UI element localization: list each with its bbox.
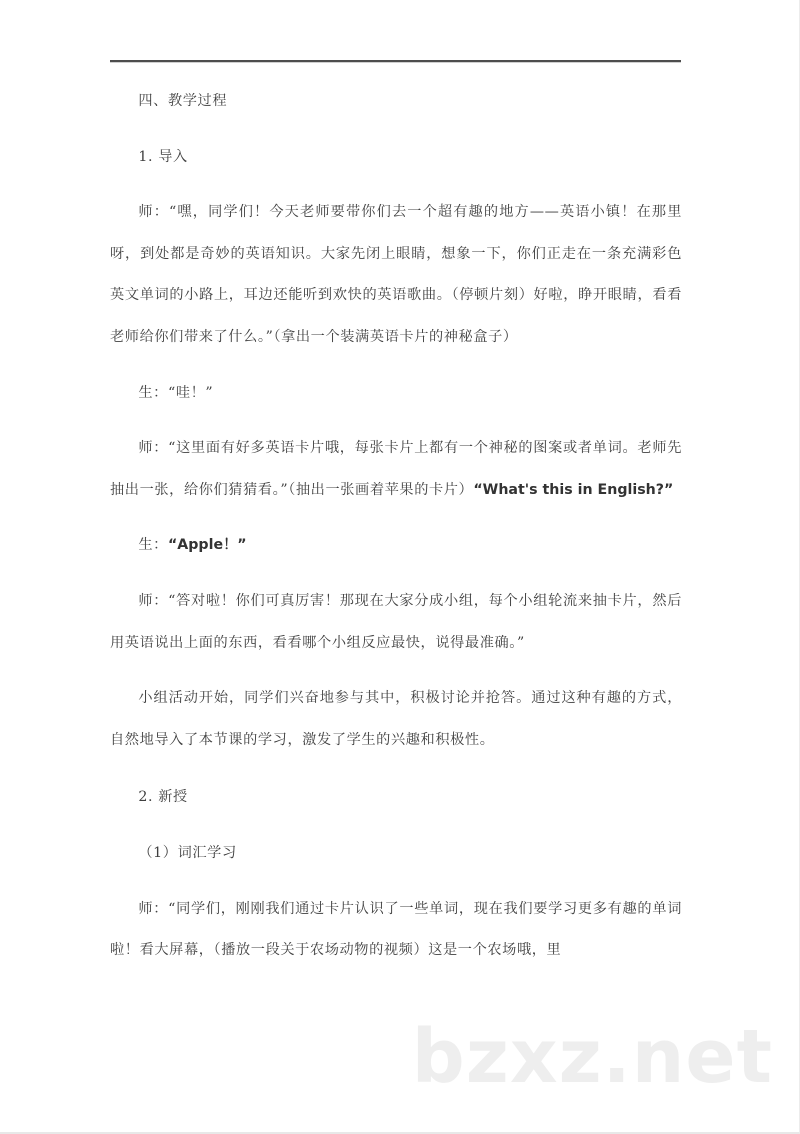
spacer — [110, 414, 682, 428]
paragraph-teacher-intro: 师：“嘿，同学们！今天老师要带你们去一个超有趣的地方——英语小镇！在那里呀，到处都是奇妙的英语知识。大家先闭上眼睛，想象一下，你们正走在一条充满彩色英文单词的小路上，耳边还能听到欢快的英语歌曲。（停顿片刻）好啦，睁开眼睛，看看老师给你们带来了什么。”（拿出一个装满英语卡片的神秘盒子） — [110, 204, 682, 345]
section-heading: 四、教学过程 — [138, 93, 228, 109]
spacer — [110, 875, 682, 889]
spacer — [110, 63, 682, 81]
spacer — [110, 664, 682, 678]
subheading-xinshou: 2. 新授 — [138, 789, 188, 806]
paragraph-teacher-vocab: 师：“同学们，刚刚我们通过卡片认识了一些单词，现在我们要学习更多有趣的单词啦！看大屏幕，（播放一段关于农场动物的视频）这是一个农场哦，里 — [110, 900, 682, 959]
paragraph-student-apple-en: “Apple！” — [167, 537, 247, 554]
spacer — [110, 819, 682, 833]
paragraph-teacher-cards-cn: 师：“这里面有好多英语卡片哦，每张卡片上都有一个神秘的图案或者单词。老师先抽出一张，给你们猜猜看。”（抽出一张画着苹果的卡片） — [110, 440, 682, 498]
spacer — [110, 511, 682, 525]
document-body — [110, 60, 682, 972]
paragraph-student-wow: 生：“哇！” — [138, 384, 214, 401]
paragraph-teacher-cards-en: “What's this in English?” — [473, 481, 674, 498]
paragraph-group-activity: 小组活动开始，同学们兴奋地参与其中，积极讨论并抢答。通过这种有趣的方式，自然地导入了本节课的学习，激发了学生的兴趣和积极性。 — [110, 690, 682, 748]
subheading-vocabulary: （1）词汇学习 — [138, 844, 237, 861]
paragraph-teacher-cards — [110, 428, 682, 511]
paragraph-student-apple-cn: 生： — [138, 537, 168, 554]
subheading-daoru: 1. 导入 — [138, 148, 188, 165]
spacer — [110, 178, 682, 192]
paragraph-student-apple — [110, 525, 682, 567]
watermark: bzxz.net — [411, 1014, 773, 1100]
paragraph-teacher-groups: 师：“答对啦！你们可真厉害！那现在大家分成小组，每个小组轮流来抽卡片，然后用英语说出上面的东西，看看哪个小组反应最快，说得最准确。” — [110, 592, 682, 651]
spacer — [110, 359, 682, 373]
spacer — [110, 761, 682, 777]
spacer — [110, 123, 682, 137]
spacer — [110, 567, 682, 581]
